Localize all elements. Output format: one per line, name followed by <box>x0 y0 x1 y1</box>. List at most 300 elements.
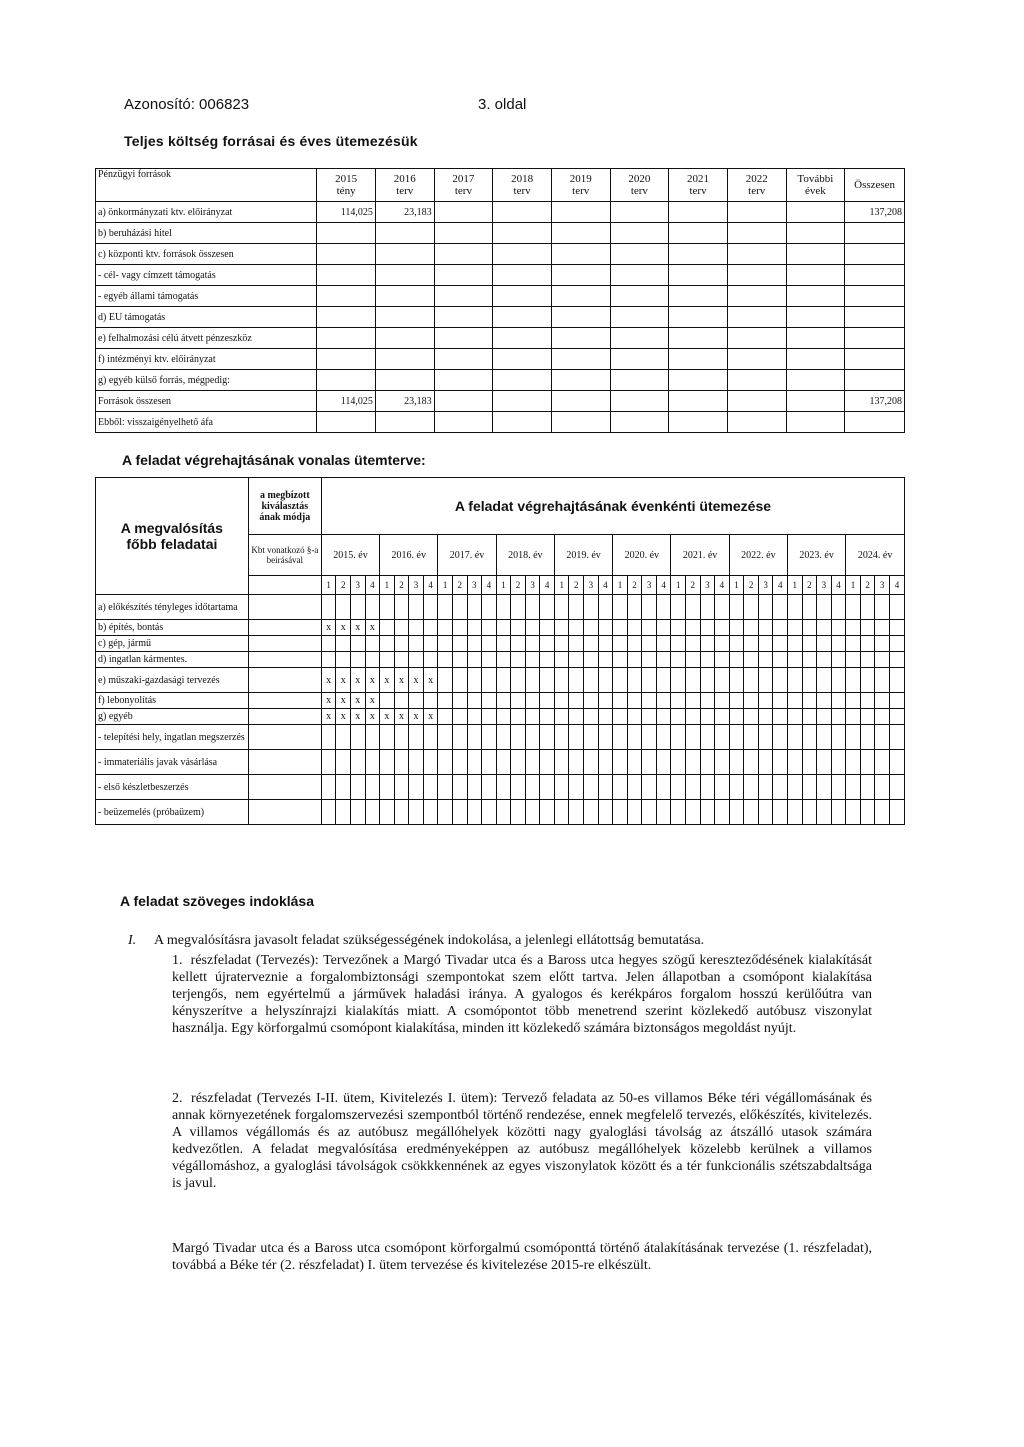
funding-value-2015 <box>317 370 376 391</box>
funding-empty-cell <box>727 370 786 391</box>
schedule-cell <box>729 595 744 620</box>
schedule-cell <box>365 652 380 668</box>
schedule-cell <box>467 725 482 750</box>
quarter-header: 1 <box>846 576 861 595</box>
funding-empty-cell <box>786 412 845 433</box>
schedule-cell <box>336 750 351 775</box>
schedule-cell <box>744 725 759 750</box>
schedule-cell <box>802 693 817 709</box>
quarter-header: 3 <box>525 576 540 595</box>
year-header: 2024. év <box>846 535 905 576</box>
schedule-cell <box>613 620 628 636</box>
schedule-task-row <box>96 709 905 725</box>
funding-value-total <box>845 265 905 286</box>
schedule-cell <box>409 750 424 775</box>
funding-empty-cell <box>551 223 610 244</box>
quarter-header: 3 <box>467 576 482 595</box>
funding-row-label: d) EU támogatás <box>96 307 317 328</box>
schedule-cell <box>715 693 730 709</box>
funding-empty-cell <box>786 391 845 412</box>
schedule-cell <box>569 775 584 800</box>
schedule-cell <box>831 636 846 652</box>
schedule-cell <box>598 620 613 636</box>
schedule-task-label: f) lebonyolítás <box>96 693 249 709</box>
schedule-cell <box>569 750 584 775</box>
schedule-cell <box>773 775 788 800</box>
funding-row <box>96 391 905 412</box>
schedule-cell <box>452 668 467 693</box>
schedule-cell <box>584 652 599 668</box>
schedule-mark: x <box>321 668 336 693</box>
schedule-cell <box>831 709 846 725</box>
schedule-cell <box>482 652 497 668</box>
funding-empty-cell <box>434 244 493 265</box>
schedule-cell <box>831 595 846 620</box>
funding-header-cell: 2015 tény <box>317 169 376 202</box>
schedule-cell <box>889 800 904 825</box>
schedule-cell <box>569 668 584 693</box>
schedule-cell <box>787 668 802 693</box>
schedule-cell <box>554 620 569 636</box>
schedule-cell <box>744 775 759 800</box>
schedule-cell <box>554 800 569 825</box>
schedule-cell <box>889 725 904 750</box>
funding-empty-cell <box>434 391 493 412</box>
schedule-cell <box>656 775 671 800</box>
schedule-cell <box>700 709 715 725</box>
schedule-cell <box>540 750 555 775</box>
schedule-cell <box>686 800 701 825</box>
schedule-cell <box>656 750 671 775</box>
schedule-cell <box>787 693 802 709</box>
schedule-cell <box>715 800 730 825</box>
schedule-cell <box>715 775 730 800</box>
schedule-cell <box>715 725 730 750</box>
year-header: 2019. év <box>554 535 612 576</box>
schedule-cell <box>715 636 730 652</box>
schedule-cell <box>860 693 875 709</box>
schedule-cell <box>846 775 861 800</box>
schedule-cell <box>744 636 759 652</box>
funding-row-label: Források összesen <box>96 391 317 412</box>
funding-empty-cell <box>493 223 552 244</box>
schedule-cell <box>671 775 686 800</box>
year-header: 2022. év <box>729 535 787 576</box>
quarter-header: 2 <box>511 576 526 595</box>
schedule-cell <box>773 652 788 668</box>
schedule-cell <box>569 725 584 750</box>
schedule-cell <box>511 652 526 668</box>
schedule-cell <box>656 595 671 620</box>
schedule-cell <box>482 595 497 620</box>
schedule-cell <box>817 636 832 652</box>
schedule-mark: x <box>321 693 336 709</box>
schedule-cell <box>613 725 628 750</box>
schedule-cell <box>729 750 744 775</box>
funding-value-total <box>845 349 905 370</box>
schedule-cell <box>365 725 380 750</box>
year-header: 2021. év <box>671 535 729 576</box>
schedule-cell <box>336 652 351 668</box>
schedule-cell <box>598 636 613 652</box>
quarter-header: 3 <box>875 576 890 595</box>
funding-empty-cell <box>434 223 493 244</box>
funding-empty-cell <box>610 265 669 286</box>
schedule-cell <box>525 775 540 800</box>
schedule-cell <box>511 709 526 725</box>
quarter-header: 1 <box>321 576 336 595</box>
schedule-cell <box>817 693 832 709</box>
schedule-cell <box>642 595 657 620</box>
quarter-header: 3 <box>642 576 657 595</box>
schedule-cell <box>656 709 671 725</box>
schedule-cell <box>423 693 438 709</box>
funding-empty-cell <box>786 265 845 286</box>
schedule-cell <box>584 595 599 620</box>
funding-header-cell: 2016 terv <box>375 169 434 202</box>
funding-empty-cell <box>434 370 493 391</box>
schedule-cell <box>889 709 904 725</box>
schedule-cell <box>744 668 759 693</box>
funding-row-label: f) intézményi ktv. előirányzat <box>96 349 317 370</box>
funding-empty-cell <box>669 307 728 328</box>
justification-heading <box>128 932 868 949</box>
schedule-cell <box>642 709 657 725</box>
schedule-cell <box>744 800 759 825</box>
schedule-mark: x <box>380 668 395 693</box>
schedule-cell <box>627 668 642 693</box>
schedule-cell <box>817 652 832 668</box>
schedule-cell <box>656 652 671 668</box>
schedule-cell <box>540 800 555 825</box>
schedule-task-row <box>96 652 905 668</box>
schedule-cell <box>350 636 365 652</box>
schedule-cell <box>627 636 642 652</box>
funding-header-cell: 2017 terv <box>434 169 493 202</box>
schedule-cell <box>467 620 482 636</box>
schedule-cell <box>627 693 642 709</box>
schedule-cell <box>787 620 802 636</box>
schedule-task-row <box>96 595 905 620</box>
schedule-cell <box>846 620 861 636</box>
schedule-cell <box>540 693 555 709</box>
funding-row <box>96 349 905 370</box>
funding-empty-cell <box>493 328 552 349</box>
paragraph-2-number: 2. <box>172 1091 183 1106</box>
schedule-cell <box>773 725 788 750</box>
schedule-cell <box>554 775 569 800</box>
section-title-funding: Teljes költség forrásai és éves ütemezésük <box>124 133 418 149</box>
page-number: 3. oldal <box>478 96 527 113</box>
schedule-cell <box>860 709 875 725</box>
schedule-cell <box>817 620 832 636</box>
schedule-cell <box>802 709 817 725</box>
funding-value-2015 <box>317 265 376 286</box>
schedule-task-row <box>96 800 905 825</box>
paragraph-1-text: részfeladat (Tervezés): Tervezőnek a Margó Tivadar utca és a Baross utca hegyes szögű kereszteződésének kialakítását kellett újraterveznie a forgalombiztonsági szempontokat szem előtt tartva. Jelen állapotban a csomópont kialakítása terjengős, nem egyértelmű a járművek haladási iránya. A gyalogos és kerékpáros forgalom hosszú kerülőútra van kényszerítve a helyszínrajzi kialakítás miatt. A csomópontot több menetrend szerint közlekedő autóbusz viszonylat használja. Egy körforgalmú csomópont kialakítása, minden itt közlekedő számára biztonságos megoldást nyújt. <box>172 953 873 1036</box>
funding-value-2016 <box>375 286 434 307</box>
paragraph-2-text: részfeladat (Tervezés I-II. ütem, Kivitelezés I. ütem): Tervező feladata az 50-es villamos Béke téri végállomásának és annak környezetének forgalomszervezési szempontból történő rendezése, ennek megfelelő tervezés, előkészítés, kivitelezés. A villamos végállomás és az autóbusz megállóhelyek közötti nagy gyaloglási távolság az átszálló utasok számára kedvezőtlen. A feladat megvalósítása eredményeképpen az autóbusz megállóhelyek közelebb kerülnek a villamos végállomáshoz, a gyaloglási távolságok csökkkennének az egyes viszonylatok között és a tér funkcionális szétszabdaltsága is javul. <box>172 1091 872 1191</box>
funding-row <box>96 307 905 328</box>
schedule-cell <box>554 693 569 709</box>
schedule-cell <box>758 693 773 709</box>
schedule-cell <box>773 595 788 620</box>
schedule-cell <box>452 750 467 775</box>
schedule-cell <box>817 709 832 725</box>
funding-value-2016: 23,183 <box>375 202 434 223</box>
schedule-task-row <box>96 636 905 652</box>
year-header: 2020. év <box>613 535 671 576</box>
funding-value-total: 137,208 <box>845 391 905 412</box>
schedule-cell <box>831 725 846 750</box>
quarter-header: 1 <box>613 576 628 595</box>
schedule-cell <box>482 620 497 636</box>
schedule-cell <box>350 800 365 825</box>
section-title-justification: A feladat szöveges indoklása <box>120 893 314 909</box>
schedule-cell <box>438 652 453 668</box>
quarter-header: 1 <box>787 576 802 595</box>
schedule-cell <box>321 636 336 652</box>
schedule-cell <box>715 668 730 693</box>
schedule-cell <box>423 775 438 800</box>
funding-empty-cell <box>727 265 786 286</box>
quarter-header: 2 <box>860 576 875 595</box>
schedule-cell <box>380 652 395 668</box>
schedule-cell <box>598 750 613 775</box>
schedule-task-row <box>96 620 905 636</box>
schedule-cell <box>438 595 453 620</box>
schedule-cell <box>540 595 555 620</box>
procurement-quarter-blank <box>248 576 321 595</box>
schedule-cell <box>875 668 890 693</box>
schedule-cell <box>860 725 875 750</box>
schedule-cell <box>686 652 701 668</box>
schedule-cell <box>409 595 424 620</box>
schedule-cell <box>627 709 642 725</box>
funding-value-total <box>845 412 905 433</box>
funding-empty-cell <box>669 244 728 265</box>
funding-value-2016 <box>375 307 434 328</box>
schedule-cell <box>452 652 467 668</box>
procurement-cell <box>248 652 321 668</box>
schedule-cell <box>496 709 511 725</box>
funding-header-cell: Összesen <box>845 169 905 202</box>
funding-empty-cell <box>434 307 493 328</box>
schedule-mark: x <box>336 668 351 693</box>
funding-empty-cell <box>727 391 786 412</box>
paragraph-1-number: 1. <box>172 953 183 968</box>
funding-row <box>96 244 905 265</box>
schedule-cell <box>787 725 802 750</box>
schedule-cell <box>496 652 511 668</box>
schedule-mark: x <box>336 709 351 725</box>
funding-empty-cell <box>669 265 728 286</box>
schedule-cell <box>496 595 511 620</box>
procurement-cell <box>248 725 321 750</box>
schedule-cell <box>554 652 569 668</box>
procurement-cell <box>248 800 321 825</box>
schedule-cell <box>773 668 788 693</box>
schedule-cell <box>569 595 584 620</box>
schedule-cell <box>700 595 715 620</box>
funding-header-row <box>96 169 905 202</box>
funding-empty-cell <box>727 412 786 433</box>
schedule-cell <box>758 800 773 825</box>
funding-empty-cell <box>669 328 728 349</box>
schedule-cell <box>423 636 438 652</box>
schedule-cell <box>787 709 802 725</box>
schedule-cell <box>496 775 511 800</box>
schedule-cell <box>802 750 817 775</box>
funding-value-2015: 114,025 <box>317 202 376 223</box>
funding-empty-cell <box>786 223 845 244</box>
schedule-task-label: e) műszaki-gazdasági tervezés <box>96 668 249 693</box>
schedule-mark: x <box>321 709 336 725</box>
funding-row <box>96 265 905 286</box>
schedule-cell <box>773 620 788 636</box>
schedule-cell <box>482 668 497 693</box>
schedule-cell <box>584 620 599 636</box>
schedule-cell <box>744 620 759 636</box>
schedule-cell <box>511 693 526 709</box>
schedule-cell <box>613 668 628 693</box>
schedule-cell <box>394 725 409 750</box>
quarter-header: 4 <box>365 576 380 595</box>
schedule-cell <box>525 725 540 750</box>
schedule-cell <box>554 668 569 693</box>
schedule-cell <box>846 693 861 709</box>
funding-value-2015 <box>317 286 376 307</box>
quarter-header: 1 <box>496 576 511 595</box>
schedule-cell <box>511 750 526 775</box>
schedule-cell <box>715 652 730 668</box>
schedule-task-label: - beüzemelés (próbaüzem) <box>96 800 249 825</box>
year-header: 2023. év <box>787 535 845 576</box>
schedule-cell <box>336 725 351 750</box>
schedule-table <box>95 477 905 825</box>
schedule-mark: x <box>409 668 424 693</box>
schedule-cell <box>846 636 861 652</box>
schedule-cell <box>700 668 715 693</box>
schedule-mark: x <box>423 709 438 725</box>
schedule-cell <box>409 800 424 825</box>
schedule-cell <box>860 620 875 636</box>
schedule-cell <box>875 595 890 620</box>
schedule-task-label: c) gép, jármű <box>96 636 249 652</box>
schedule-cell <box>423 725 438 750</box>
schedule-cell <box>802 620 817 636</box>
schedule-cell <box>744 693 759 709</box>
quarter-header: 1 <box>729 576 744 595</box>
year-header: 2016. év <box>380 535 438 576</box>
schedule-cell <box>802 725 817 750</box>
schedule-cell <box>540 725 555 750</box>
funding-empty-cell <box>493 412 552 433</box>
funding-value-2016 <box>375 328 434 349</box>
schedule-cell <box>889 636 904 652</box>
funding-empty-cell <box>434 328 493 349</box>
funding-empty-cell <box>610 307 669 328</box>
quarter-header: 4 <box>773 576 788 595</box>
schedule-cell <box>773 750 788 775</box>
schedule-cell <box>656 636 671 652</box>
schedule-cell <box>496 668 511 693</box>
schedule-cell <box>394 800 409 825</box>
schedule-cell <box>758 750 773 775</box>
funding-row <box>96 202 905 223</box>
quarter-header: 3 <box>584 576 599 595</box>
schedule-cell <box>554 595 569 620</box>
schedule-cell <box>365 750 380 775</box>
schedule-cell <box>569 693 584 709</box>
schedule-cell <box>467 652 482 668</box>
schedule-cell <box>584 668 599 693</box>
schedule-cell <box>394 595 409 620</box>
schedule-cell <box>787 800 802 825</box>
schedule-cell <box>700 750 715 775</box>
schedule-cell <box>744 595 759 620</box>
schedule-cell <box>787 636 802 652</box>
schedule-cell <box>540 652 555 668</box>
schedule-cell <box>423 652 438 668</box>
schedule-cell <box>613 595 628 620</box>
schedule-cell <box>394 775 409 800</box>
schedule-cell <box>409 775 424 800</box>
quarter-header: 4 <box>715 576 730 595</box>
schedule-cell <box>627 750 642 775</box>
schedule-cell <box>569 620 584 636</box>
schedule-cell <box>598 693 613 709</box>
funding-empty-cell <box>551 349 610 370</box>
funding-empty-cell <box>727 349 786 370</box>
funding-header-cell: 2018 terv <box>493 169 552 202</box>
schedule-cell <box>817 668 832 693</box>
schedule-cell <box>525 620 540 636</box>
funding-row-label: - egyéb állami támogatás <box>96 286 317 307</box>
schedule-cell <box>409 693 424 709</box>
schedule-cell <box>350 775 365 800</box>
funding-row <box>96 370 905 391</box>
schedule-cell <box>846 725 861 750</box>
schedule-cell <box>380 693 395 709</box>
schedule-cell <box>380 800 395 825</box>
funding-header-cell: 2022 terv <box>727 169 786 202</box>
schedule-cell <box>394 652 409 668</box>
schedule-cell <box>438 636 453 652</box>
schedule-cell <box>875 652 890 668</box>
funding-empty-cell <box>493 370 552 391</box>
schedule-cell <box>409 636 424 652</box>
schedule-cell <box>860 595 875 620</box>
funding-value-2015 <box>317 349 376 370</box>
schedule-cell <box>758 652 773 668</box>
funding-empty-cell <box>786 307 845 328</box>
schedule-cell <box>802 775 817 800</box>
schedule-cell <box>321 775 336 800</box>
schedule-cell <box>394 750 409 775</box>
schedule-cell <box>321 652 336 668</box>
schedule-cell <box>715 620 730 636</box>
schedule-cell <box>656 668 671 693</box>
paragraph-1 <box>172 952 872 1037</box>
schedule-cell <box>846 668 861 693</box>
funding-empty-cell <box>551 328 610 349</box>
schedule-cell <box>467 668 482 693</box>
schedule-mark: x <box>423 668 438 693</box>
funding-empty-cell <box>551 265 610 286</box>
schedule-cell <box>744 750 759 775</box>
funding-row <box>96 412 905 433</box>
